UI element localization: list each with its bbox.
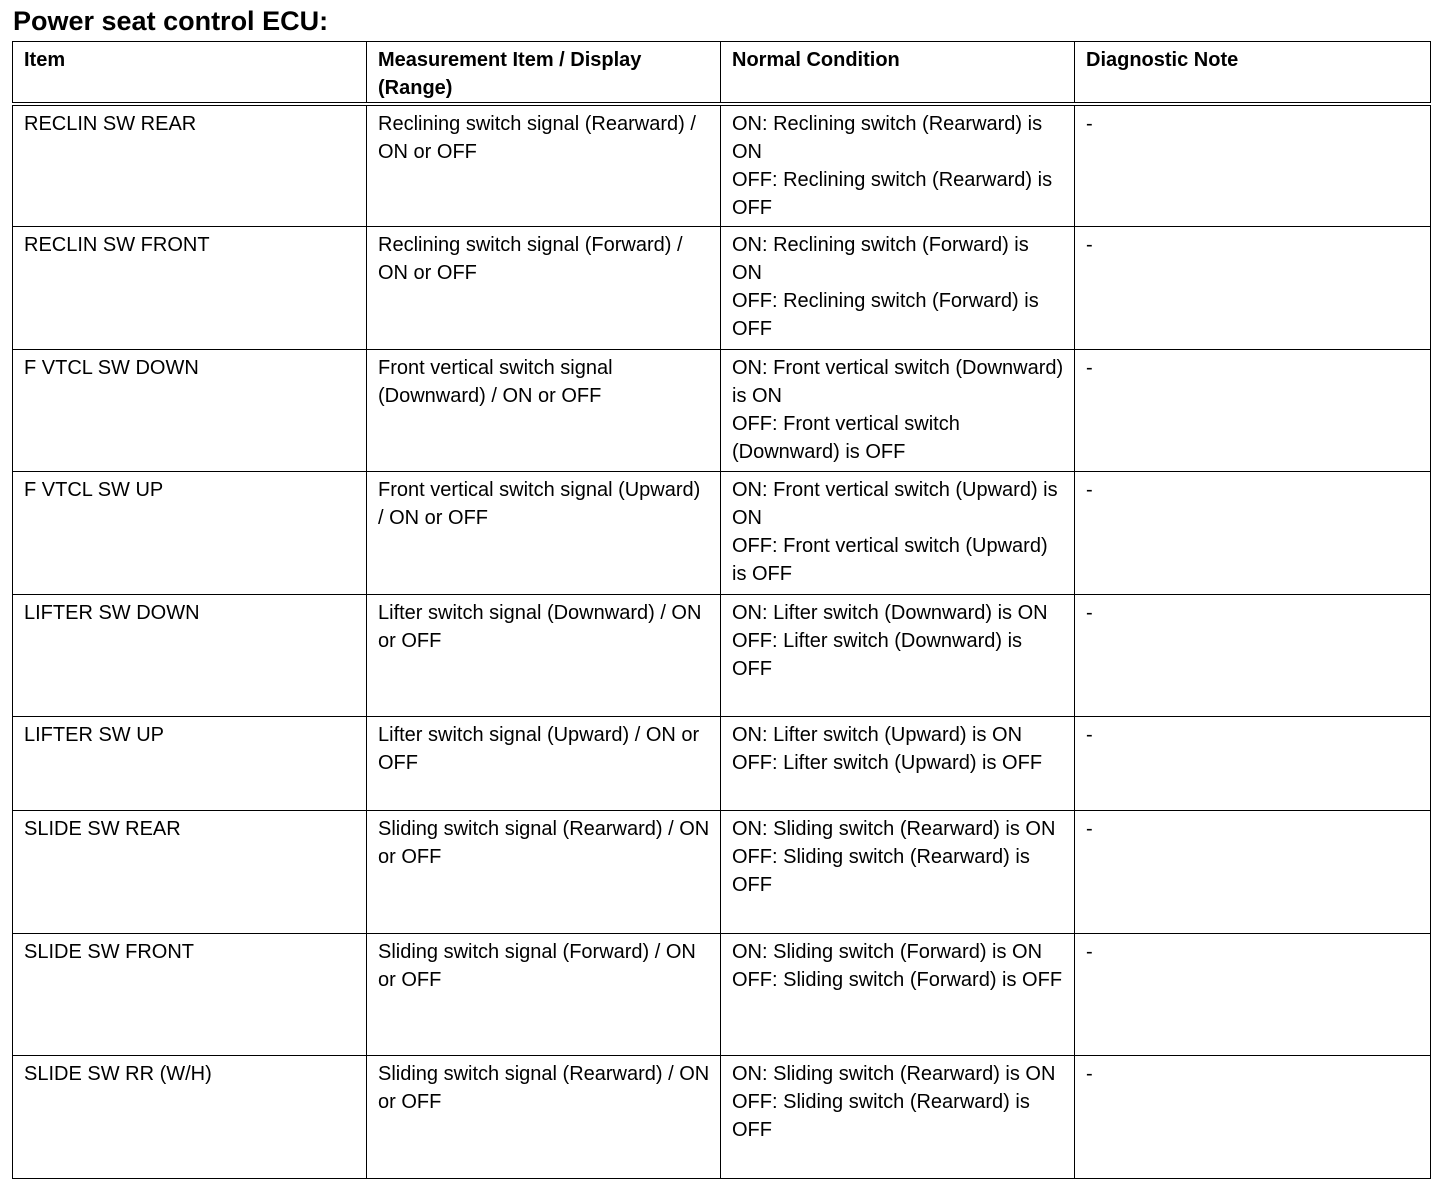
normal-condition-cell <box>721 811 1075 934</box>
measurement-cell: Reclining switch signal (Forward) / ON or OFF <box>367 227 721 350</box>
table-row <box>13 717 1431 811</box>
item-cell: LIFTER SW DOWN <box>13 594 367 717</box>
diagnostic-note-cell: - <box>1075 472 1431 595</box>
measurement-cell: Lifter switch signal (Downward) / ON or OFF <box>367 594 721 717</box>
diagnostic-note-cell: - <box>1075 104 1431 227</box>
diagnostic-note-cell: - <box>1075 1056 1431 1179</box>
normal-on-text: ON: Front vertical switch (Downward) is ON <box>732 356 1064 407</box>
measurement-cell: Front vertical switch signal (Upward) / ON or OFF <box>367 472 721 595</box>
diagnostic-note-cell: - <box>1075 933 1431 1056</box>
diagnostic-note-cell: - <box>1075 717 1431 811</box>
measurement-cell: Sliding switch signal (Rearward) / ON or OFF <box>367 811 721 934</box>
measurement-cell: Reclining switch signal (Rearward) / ON or OFF <box>367 104 721 227</box>
normal-on-text: ON: Reclining switch (Forward) is ON <box>732 234 1029 284</box>
diagnostic-note-cell: - <box>1075 594 1431 717</box>
normal-on-text: ON: Reclining switch (Rearward) is ON <box>732 113 1043 163</box>
normal-off-text: OFF: Lifter switch (Downward) is OFF <box>732 629 1023 680</box>
normal-on-text: ON: Lifter switch (Upward) is ON <box>732 724 1023 746</box>
table-row <box>13 811 1431 934</box>
data-table <box>12 41 1431 1179</box>
normal-off-text: OFF: Front vertical switch (Downward) is OFF <box>732 412 960 463</box>
item-cell: LIFTER SW UP <box>13 717 367 811</box>
normal-condition-cell <box>721 933 1075 1056</box>
normal-on-text: ON: Sliding switch (Rearward) is ON <box>732 818 1056 840</box>
item-cell: F VTCL SW DOWN <box>13 349 367 472</box>
normal-condition-cell <box>721 104 1075 227</box>
normal-condition-cell <box>721 717 1075 811</box>
normal-on-text: ON: Sliding switch (Forward) is ON <box>732 940 1043 963</box>
table-row <box>13 933 1431 1056</box>
normal-on-text: ON: Sliding switch (Rearward) is ON <box>732 1063 1056 1085</box>
table-row <box>13 104 1431 227</box>
item-cell: RECLIN SW FRONT <box>13 227 367 350</box>
item-cell: SLIDE SW REAR <box>13 811 367 934</box>
normal-off-text: OFF: Reclining switch (Rearward) is OFF <box>732 169 1053 219</box>
normal-condition-cell <box>721 349 1075 472</box>
measurement-cell: Lifter switch signal (Upward) / ON or OFF <box>367 717 721 811</box>
table-row <box>13 227 1431 350</box>
normal-on-text: ON: Lifter switch (Downward) is ON <box>732 601 1048 624</box>
normal-condition-cell <box>721 472 1075 595</box>
normal-condition-cell <box>721 1056 1075 1179</box>
column-header-item: Item <box>13 42 367 105</box>
table-header-row <box>13 42 1431 105</box>
table-row <box>13 1056 1431 1179</box>
normal-on-text: ON: Front vertical switch (Upward) is ON <box>732 479 1058 529</box>
normal-off-text: OFF: Reclining switch (Forward) is OFF <box>732 290 1039 340</box>
item-cell: SLIDE SW RR (W/H) <box>13 1056 367 1179</box>
measurement-cell: Sliding switch signal (Rearward) / ON or OFF <box>367 1056 721 1179</box>
item-cell: F VTCL SW UP <box>13 472 367 595</box>
normal-off-text: OFF: Sliding switch (Forward) is OFF <box>732 968 1063 991</box>
diagnostic-note-cell: - <box>1075 349 1431 472</box>
normal-condition-cell <box>721 227 1075 350</box>
normal-off-text: OFF: Sliding switch (Rearward) is OFF <box>732 1091 1030 1141</box>
measurement-cell: Front vertical switch signal (Downward) / ON or OFF <box>367 349 721 472</box>
table-row <box>13 472 1431 595</box>
table-row <box>13 594 1431 717</box>
normal-off-text: OFF: Sliding switch (Rearward) is OFF <box>732 846 1030 896</box>
normal-off-text: OFF: Lifter switch (Upward) is OFF <box>732 752 1043 774</box>
table-row <box>13 349 1431 472</box>
item-cell: RECLIN SW REAR <box>13 104 367 227</box>
column-header-diagnostic-note: Diagnostic Note <box>1075 42 1431 105</box>
measurement-cell: Sliding switch signal (Forward) / ON or OFF <box>367 933 721 1056</box>
diagnostic-note-cell: - <box>1075 811 1431 934</box>
normal-condition-cell <box>721 594 1075 717</box>
column-header-measurement: Measurement Item / Display (Range) <box>367 42 721 105</box>
normal-off-text: OFF: Front vertical switch (Upward) is OFF <box>732 535 1048 585</box>
diagnostic-note-cell: - <box>1075 227 1431 350</box>
column-header-normal-condition: Normal Condition <box>721 42 1075 105</box>
page-title: Power seat control ECU: <box>13 6 329 36</box>
item-cell: SLIDE SW FRONT <box>13 933 367 1056</box>
